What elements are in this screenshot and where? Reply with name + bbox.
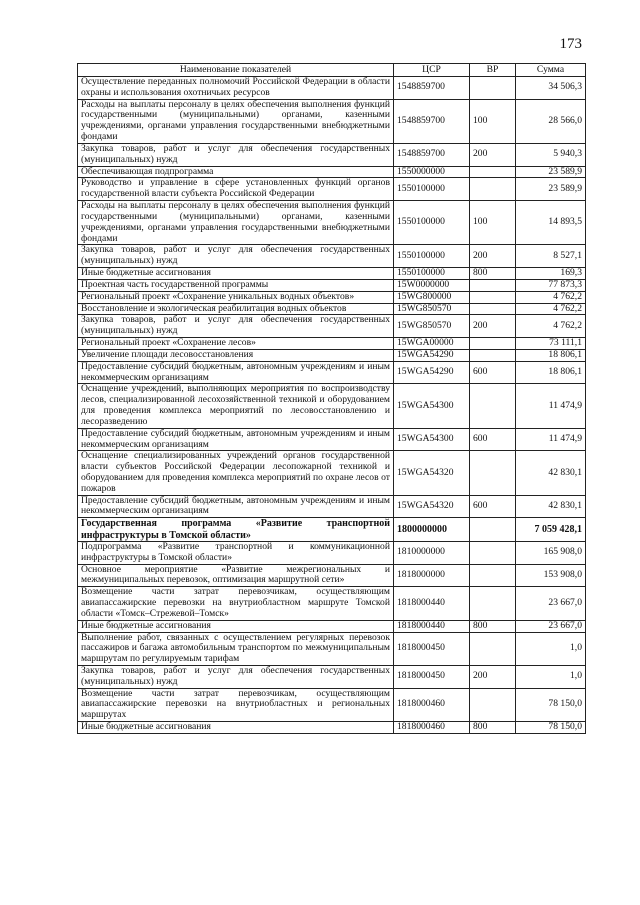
row-csr-cell: 15W0000000 bbox=[394, 279, 470, 291]
row-vr-cell: 100 bbox=[470, 99, 516, 143]
row-sum-cell: 169,3 bbox=[516, 268, 586, 280]
row-csr-cell: 1550100000 bbox=[394, 178, 470, 201]
row-vr-cell bbox=[470, 77, 516, 100]
header-csr: ЦСР bbox=[394, 64, 470, 77]
row-vr-cell: 200 bbox=[470, 143, 516, 166]
row-sum-cell: 4 762,2 bbox=[516, 303, 586, 315]
row-sum-cell: 153 908,0 bbox=[516, 564, 586, 587]
table-row bbox=[78, 361, 586, 384]
row-csr-cell: 1818000460 bbox=[394, 722, 470, 734]
row-vr-cell bbox=[470, 518, 516, 542]
row-sum-cell: 8 527,1 bbox=[516, 245, 586, 268]
budget-table bbox=[77, 63, 586, 734]
row-vr-cell bbox=[470, 587, 516, 620]
row-name-cell: Увеличение площади лесовосстановления bbox=[78, 349, 394, 361]
table-row bbox=[78, 279, 586, 291]
table-row bbox=[78, 666, 586, 689]
table-row bbox=[78, 564, 586, 587]
table-row bbox=[78, 201, 586, 245]
row-vr-cell bbox=[470, 384, 516, 428]
table-row bbox=[78, 349, 586, 361]
row-csr-cell: 1548859700 bbox=[394, 99, 470, 143]
row-csr-cell: 1818000440 bbox=[394, 620, 470, 632]
row-sum-cell: 5 940,3 bbox=[516, 143, 586, 166]
row-csr-cell: 1818000450 bbox=[394, 632, 470, 665]
row-vr-cell: 200 bbox=[470, 315, 516, 338]
row-sum-cell: 34 506,3 bbox=[516, 77, 586, 100]
row-vr-cell bbox=[470, 632, 516, 665]
row-vr-cell: 800 bbox=[470, 620, 516, 632]
row-csr-cell: 1550000000 bbox=[394, 166, 470, 178]
row-name-cell: Региональный проект «Сохранение уникальных водных объектов» bbox=[78, 291, 394, 303]
row-csr-cell: 15WGA54290 bbox=[394, 349, 470, 361]
table-row bbox=[78, 245, 586, 268]
row-csr-cell: 15WGA54300 bbox=[394, 428, 470, 451]
row-sum-cell: 11 474,9 bbox=[516, 384, 586, 428]
row-csr-cell: 1818000460 bbox=[394, 688, 470, 721]
row-vr-cell: 200 bbox=[470, 245, 516, 268]
table-row bbox=[78, 77, 586, 100]
row-name-cell: Руководство и управление в сфере установленных функций органов государственной власти субъекта Российской Федерации bbox=[78, 178, 394, 201]
row-name-cell: Расходы на выплаты персоналу в целях обеспечения выполнения функций государственными (муниципальными) органами, казенными учреждениями, органами управления государственными внебюджетными фондами bbox=[78, 99, 394, 143]
row-vr-cell bbox=[470, 541, 516, 564]
row-vr-cell: 800 bbox=[470, 722, 516, 734]
row-vr-cell: 600 bbox=[470, 495, 516, 518]
row-csr-cell: 15WGA54320 bbox=[394, 495, 470, 518]
row-vr-cell: 100 bbox=[470, 201, 516, 245]
table-row bbox=[78, 166, 586, 178]
row-csr-cell: 15WGA54290 bbox=[394, 361, 470, 384]
table-row bbox=[78, 338, 586, 350]
row-vr-cell bbox=[470, 178, 516, 201]
row-name-cell: Иные бюджетные ассигнования bbox=[78, 268, 394, 280]
row-sum-cell: 23 589,9 bbox=[516, 166, 586, 178]
row-name-cell: Восстановление и экологическая реабилитация водных объектов bbox=[78, 303, 394, 315]
row-sum-cell: 1,0 bbox=[516, 632, 586, 665]
row-csr-cell: 15WG850570 bbox=[394, 303, 470, 315]
row-name-cell: Предоставление субсидий бюджетным, автономным учреждениям и иным некоммерческим организациям bbox=[78, 361, 394, 384]
row-vr-cell bbox=[470, 349, 516, 361]
row-csr-cell: 1548859700 bbox=[394, 143, 470, 166]
row-csr-cell: 1818000000 bbox=[394, 564, 470, 587]
table-row bbox=[78, 384, 586, 428]
row-name-cell: Закупка товаров, работ и услуг для обеспечения государственных (муниципальных) нужд bbox=[78, 245, 394, 268]
row-name-cell: Оснащение специализированных учреждений органов государственной власти субъектов Российской Федерации лесопожарной техникой и оборудованием для проведения комплекса мероприятий по охране лесов от пожаров bbox=[78, 451, 394, 495]
row-sum-cell: 14 893,5 bbox=[516, 201, 586, 245]
table-row bbox=[78, 722, 586, 734]
row-sum-cell: 28 566,0 bbox=[516, 99, 586, 143]
row-csr-cell: 1550100000 bbox=[394, 201, 470, 245]
row-csr-cell: 15WGA54300 bbox=[394, 384, 470, 428]
row-sum-cell: 42 830,1 bbox=[516, 451, 586, 495]
row-sum-cell: 4 762,2 bbox=[516, 315, 586, 338]
table-row bbox=[78, 541, 586, 564]
row-sum-cell: 1,0 bbox=[516, 666, 586, 689]
row-vr-cell bbox=[470, 303, 516, 315]
row-vr-cell bbox=[470, 338, 516, 350]
row-vr-cell: 800 bbox=[470, 268, 516, 280]
row-vr-cell: 600 bbox=[470, 428, 516, 451]
row-vr-cell bbox=[470, 451, 516, 495]
table-row bbox=[78, 303, 586, 315]
row-sum-cell: 4 762,2 bbox=[516, 291, 586, 303]
row-csr-cell: 1550100000 bbox=[394, 268, 470, 280]
row-vr-cell bbox=[470, 564, 516, 587]
row-name-cell: Проектная часть государственной программы bbox=[78, 279, 394, 291]
table-row bbox=[78, 178, 586, 201]
row-csr-cell: 1810000000 bbox=[394, 541, 470, 564]
table-row bbox=[78, 495, 586, 518]
row-vr-cell bbox=[470, 291, 516, 303]
table-row bbox=[78, 587, 586, 620]
table-row bbox=[78, 632, 586, 665]
row-vr-cell bbox=[470, 688, 516, 721]
row-sum-cell: 42 830,1 bbox=[516, 495, 586, 518]
row-csr-cell: 1818000440 bbox=[394, 587, 470, 620]
row-name-cell: Закупка товаров, работ и услуг для обеспечения государственных (муниципальных) нужд bbox=[78, 666, 394, 689]
table-row bbox=[78, 620, 586, 632]
row-sum-cell: 11 474,9 bbox=[516, 428, 586, 451]
table-row bbox=[78, 268, 586, 280]
row-sum-cell: 7 059 428,1 bbox=[516, 518, 586, 542]
table-row bbox=[78, 291, 586, 303]
row-vr-cell: 200 bbox=[470, 666, 516, 689]
row-sum-cell: 23 667,0 bbox=[516, 620, 586, 632]
row-sum-cell: 23 589,9 bbox=[516, 178, 586, 201]
row-name-cell: Оснащение учреждений, выполняющих мероприятия по воспроизводству лесов, специализированной лесохозяйственной техникой и оборудованием для проведения комплекса мероприятий по лесовосстановлению и лесоразведению bbox=[78, 384, 394, 428]
row-sum-cell: 78 150,0 bbox=[516, 722, 586, 734]
row-name-cell: Предоставление субсидий бюджетным, автономным учреждениям и иным некоммерческим организациям bbox=[78, 428, 394, 451]
row-sum-cell: 73 111,1 bbox=[516, 338, 586, 350]
row-vr-cell: 600 bbox=[470, 361, 516, 384]
row-name-cell: Осуществление переданных полномочий Российской Федерации в области охраны и использования охотничьих ресурсов bbox=[78, 77, 394, 100]
row-sum-cell: 78 150,0 bbox=[516, 688, 586, 721]
row-name-cell: Основное мероприятие «Развитие межрегиональных и межмуниципальных перевозок, оптимизация маршрутной сети» bbox=[78, 564, 394, 587]
row-name-cell: Государственная программа «Развитие транспортной инфраструктуры в Томской области» bbox=[78, 518, 394, 542]
row-csr-cell: 15WG800000 bbox=[394, 291, 470, 303]
row-name-cell: Расходы на выплаты персоналу в целях обеспечения выполнения функций государственными (муниципальными) органами, казенными учреждениями, органами управления государственными внебюджетными фондами bbox=[78, 201, 394, 245]
table-row bbox=[78, 99, 586, 143]
row-sum-cell: 23 667,0 bbox=[516, 587, 586, 620]
header-name: Наименование показателей bbox=[78, 64, 394, 77]
row-csr-cell: 1550100000 bbox=[394, 245, 470, 268]
row-csr-cell: 1548859700 bbox=[394, 77, 470, 100]
row-vr-cell bbox=[470, 279, 516, 291]
row-name-cell: Обеспечивающая подпрограмма bbox=[78, 166, 394, 178]
row-vr-cell bbox=[470, 166, 516, 178]
header-sum: Сумма bbox=[516, 64, 586, 77]
row-name-cell: Предоставление субсидий бюджетным, автономным учреждениям и иным некоммерческим организациям bbox=[78, 495, 394, 518]
table-row bbox=[78, 428, 586, 451]
table-row bbox=[78, 688, 586, 721]
row-sum-cell: 18 806,1 bbox=[516, 349, 586, 361]
row-csr-cell: 1818000450 bbox=[394, 666, 470, 689]
header-vr: ВР bbox=[470, 64, 516, 77]
row-csr-cell: 15WGA54320 bbox=[394, 451, 470, 495]
row-name-cell: Иные бюджетные ассигнования bbox=[78, 620, 394, 632]
table-row bbox=[78, 143, 586, 166]
row-sum-cell: 18 806,1 bbox=[516, 361, 586, 384]
page-number: 173 bbox=[559, 36, 582, 52]
table-row bbox=[78, 315, 586, 338]
row-name-cell: Возмещение части затрат перевозчикам, осуществляющим авиапассажирские перевозки на внутриобластном маршруте Томской области «Томск–Стрежевой–Томск» bbox=[78, 587, 394, 620]
row-name-cell: Региональный проект «Сохранение лесов» bbox=[78, 338, 394, 350]
row-csr-cell: 15WG850570 bbox=[394, 315, 470, 338]
row-name-cell: Возмещение части затрат перевозчикам, осуществляющим авиапассажирские перевозки на внутриобластных и региональных маршрутах bbox=[78, 688, 394, 721]
row-name-cell: Закупка товаров, работ и услуг для обеспечения государственных (муниципальных) нужд bbox=[78, 143, 394, 166]
row-name-cell: Выполнение работ, связанных с осуществлением регулярных перевозок пассажиров и багажа автомобильным транспортом по межмуниципальным маршрутам по регулируемым тарифам bbox=[78, 632, 394, 665]
row-sum-cell: 77 873,3 bbox=[516, 279, 586, 291]
table-row bbox=[78, 451, 586, 495]
table-header-row bbox=[78, 64, 586, 77]
row-name-cell: Иные бюджетные ассигнования bbox=[78, 722, 394, 734]
row-csr-cell: 1800000000 bbox=[394, 518, 470, 542]
row-sum-cell: 165 908,0 bbox=[516, 541, 586, 564]
row-name-cell: Закупка товаров, работ и услуг для обеспечения государственных (муниципальных) нужд bbox=[78, 315, 394, 338]
row-csr-cell: 15WGA00000 bbox=[394, 338, 470, 350]
row-name-cell: Подпрограмма «Развитие транспортной и коммуникационной инфраструктуры в Томской области» bbox=[78, 541, 394, 564]
table-row bbox=[78, 518, 586, 542]
